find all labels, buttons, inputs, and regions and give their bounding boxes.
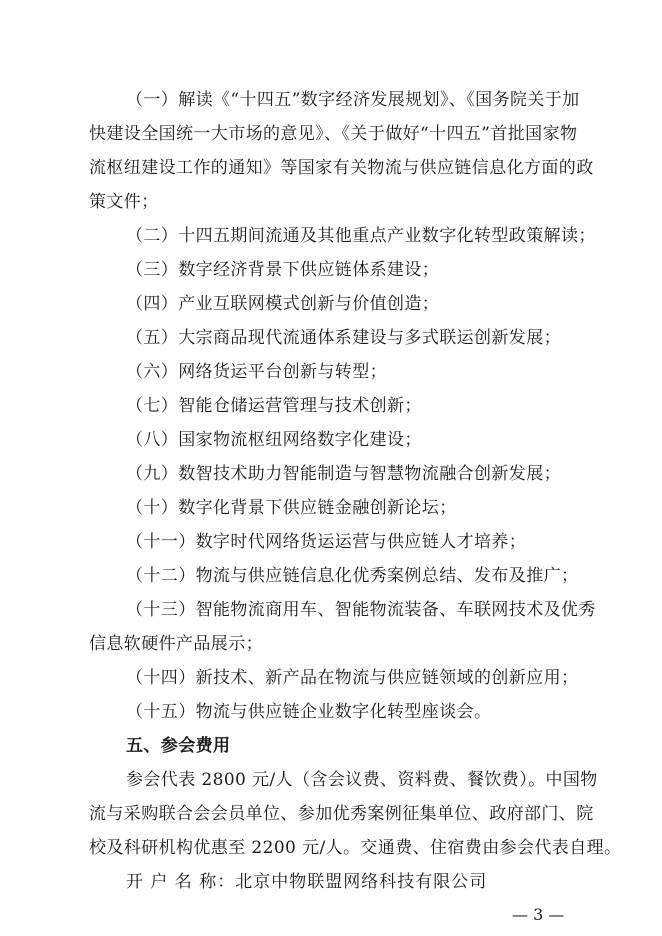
agenda-item-1-line-1: （一）解读《“十四五”数字经济发展规划》、《国务院关于加: [126, 90, 580, 110]
agenda-item-9: （九）数智技术助力智能制造与智慧物流融合创新发展；: [126, 464, 561, 484]
fee-line-2: 流与采购联合会会员单位、参加优秀案例征集单位、政府部门、院: [89, 804, 594, 824]
page-number: — 3 —: [512, 905, 565, 924]
agenda-item-2: （二）十四五期间流通及其他重点产业数字化转型政策解读；: [126, 226, 596, 246]
agenda-item-6: （六）网络货运平台创新与转型；: [126, 362, 387, 382]
agenda-item-13-line-1: （十三）智能物流商用车、智能物流装备、车联网技术及优秀: [126, 600, 596, 620]
fee-line-3: 校及科研机构优惠至 2200 元/人。交通费、住宿费由参会代表自理。: [89, 838, 622, 858]
agenda-item-4: （四）产业互联网模式创新与价值创造；: [126, 294, 440, 314]
agenda-item-1-line-4: 策文件；: [89, 192, 159, 212]
agenda-item-14: （十四）新技术、新产品在物流与供应链领域的创新应用；: [126, 668, 579, 688]
agenda-item-12: （十二）物流与供应链信息化优秀案例总结、发布及推广；: [126, 566, 579, 586]
agenda-item-7: （七）智能仓储运营管理与技术创新；: [126, 396, 422, 416]
agenda-item-11: （十一）数字时代网络货运运营与供应链人才培养；: [126, 532, 527, 552]
agenda-item-1-line-3: 流枢纽建设工作的通知》等国家有关物流与供应链信息化方面的政: [89, 158, 594, 178]
account-name: 开 户 名 称：北京中物联盟网络科技有限公司: [126, 872, 488, 892]
agenda-item-8: （八）国家物流枢纽网络数字化建设；: [126, 430, 422, 450]
section-heading: 五、参会费用: [126, 736, 231, 756]
agenda-item-1-line-2: 快建设全国统一大市场的意见》、《关于做好“十四五”首批国家物: [89, 124, 578, 144]
agenda-item-5: （五）大宗商品现代流通体系建设与多式联运创新发展；: [126, 328, 561, 348]
agenda-item-13-line-2: 信息软硬件产品展示；: [89, 634, 263, 654]
agenda-item-3: （三）数字经济背景下供应链体系建设；: [126, 260, 440, 280]
agenda-item-10: （十）数字化背景下供应链金融创新论坛；: [126, 498, 457, 518]
fee-line-1: 参会代表 2800 元/人（含会议费、资料费、餐饮费）。中国物: [126, 770, 598, 790]
agenda-item-15: （十五）物流与供应链企业数字化转型座谈会。: [126, 702, 492, 722]
